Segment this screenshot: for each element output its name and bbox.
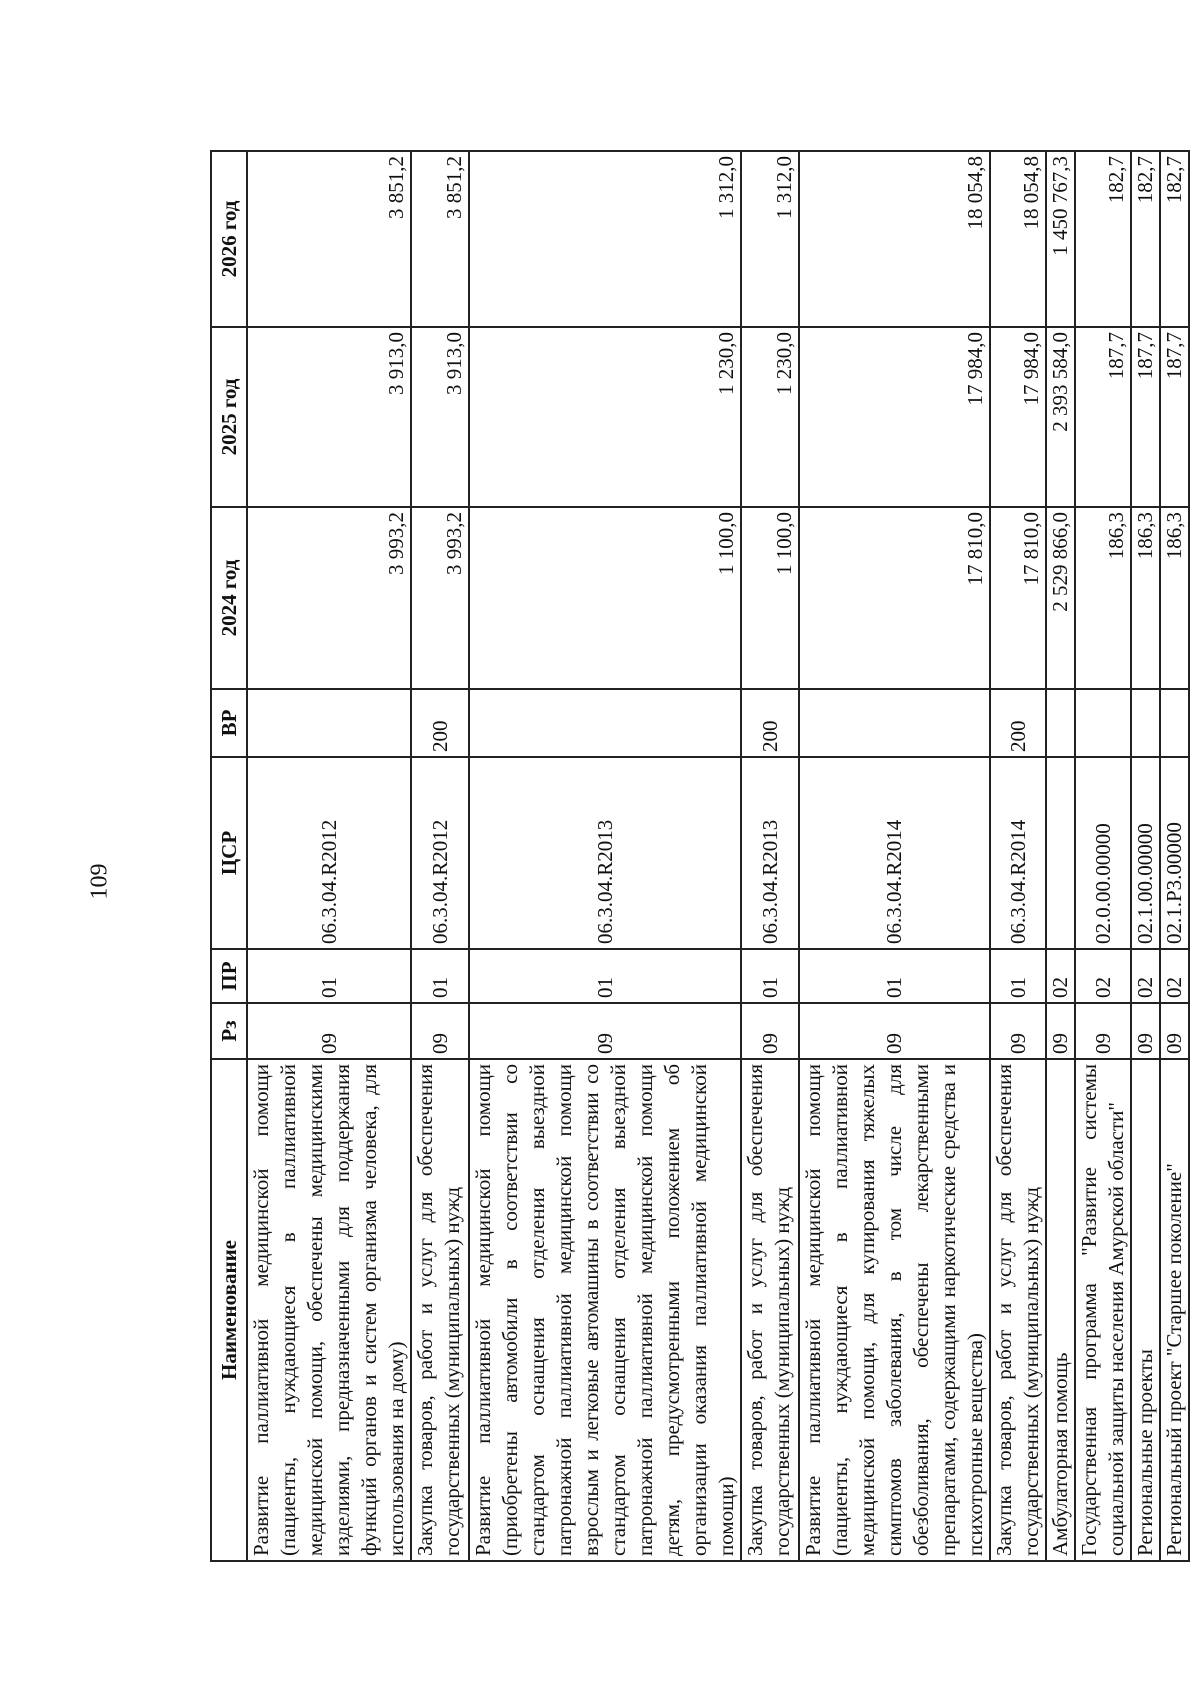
cell-rz: 09 [469, 1003, 741, 1059]
cell-pr: 01 [411, 949, 469, 1003]
col-header-vr: ВР [211, 689, 247, 757]
cell-2025: 187,7 [1131, 327, 1160, 507]
col-header-2026: 2026 год [211, 151, 247, 327]
cell-2024: 17 810,0 [799, 507, 990, 689]
cell-2024: 186,3 [1160, 507, 1189, 689]
cell-pr: 01 [990, 949, 1046, 1003]
cell-vr [1046, 689, 1075, 757]
table-header-row [211, 151, 247, 1561]
budget-table [210, 150, 1190, 1562]
cell-csr: 06.3.04.R2012 [247, 757, 411, 949]
cell-2024: 17 810,0 [990, 507, 1046, 689]
cell-rz: 09 [411, 1003, 469, 1059]
cell-pr: 02 [1131, 949, 1160, 1003]
cell-csr: 02.1.00.00000 [1131, 757, 1160, 949]
table-row [799, 151, 990, 1561]
cell-2026: 182,7 [1131, 151, 1160, 327]
cell-2024: 2 529 866,0 [1046, 507, 1075, 689]
table-row [1160, 151, 1189, 1561]
cell-vr [799, 689, 990, 757]
table-row [247, 151, 411, 1561]
cell-name: Региональные проекты [1131, 1059, 1160, 1561]
cell-vr [1075, 689, 1131, 757]
cell-2024: 186,3 [1075, 507, 1131, 689]
budget-table-wrapper [210, 152, 1186, 1562]
cell-rz: 09 [741, 1003, 799, 1059]
cell-2024: 3 993,2 [247, 507, 411, 689]
cell-2026: 3 851,2 [247, 151, 411, 327]
table-row [469, 151, 741, 1561]
cell-pr: 02 [1160, 949, 1189, 1003]
cell-2024: 1 100,0 [469, 507, 741, 689]
cell-2025: 187,7 [1075, 327, 1131, 507]
cell-vr [469, 689, 741, 757]
cell-2025: 3 913,0 [247, 327, 411, 507]
cell-2025: 2 393 584,0 [1046, 327, 1075, 507]
cell-rz: 09 [990, 1003, 1046, 1059]
cell-2026: 1 312,0 [469, 151, 741, 327]
cell-csr: 02.0.00.00000 [1075, 757, 1131, 949]
cell-rz: 09 [1046, 1003, 1075, 1059]
cell-2025: 1 230,0 [741, 327, 799, 507]
cell-name: Закупка товаров, работ и услуг для обеспечения государственных (муниципальных) нужд [411, 1059, 469, 1561]
cell-pr: 01 [799, 949, 990, 1003]
table-row [411, 151, 469, 1561]
cell-2026: 182,7 [1160, 151, 1189, 327]
table-row [741, 151, 799, 1561]
cell-2026: 18 054,8 [990, 151, 1046, 327]
cell-2026: 1 312,0 [741, 151, 799, 327]
col-header-name: Наименование [211, 1059, 247, 1561]
table-row [1075, 151, 1131, 1561]
cell-2025: 17 984,0 [990, 327, 1046, 507]
cell-name: Закупка товаров, работ и услуг для обеспечения государственных (муниципальных) нужд [990, 1059, 1046, 1561]
cell-name: Развитие паллиативной медицинской помощи (пациенты, нуждающиеся в паллиативной медицинской помощи, обеспечены медицинскими изделиями, предназначенными для поддержания функций органов и систем организма человека, для использования на дому) [247, 1059, 411, 1561]
cell-rz: 09 [1131, 1003, 1160, 1059]
cell-2026: 3 851,2 [411, 151, 469, 327]
cell-2026: 182,7 [1075, 151, 1131, 327]
cell-pr: 02 [1046, 949, 1075, 1003]
cell-name: Развитие паллиативной медицинской помощи (приобретены автомобили в соответствии со стандартом оснащения отделения выездной патронажной паллиативной медицинской помощи взрослым и легковые автомашины в соответствии со стандартом оснащения отделения выездной патронажной паллиативной медицинской помощи детям, предусмотренными положением об организации оказания паллиативной медицинской помощи) [469, 1059, 741, 1561]
col-header-pr: ПР [211, 949, 247, 1003]
cell-vr [1160, 689, 1189, 757]
cell-name: Региональный проект "Старшее поколение" [1160, 1059, 1189, 1561]
cell-name: Государственная программа "Развитие системы социальной защиты населения Амурской области" [1075, 1059, 1131, 1561]
cell-rz: 09 [1075, 1003, 1131, 1059]
cell-vr: 200 [990, 689, 1046, 757]
table-row [1131, 151, 1160, 1561]
cell-csr: 02.1.P3.00000 [1160, 757, 1189, 949]
cell-vr [1131, 689, 1160, 757]
cell-csr: 06.3.04.R2013 [741, 757, 799, 949]
cell-csr [1046, 757, 1075, 949]
cell-2024: 1 100,0 [741, 507, 799, 689]
cell-2025: 17 984,0 [799, 327, 990, 507]
cell-rz: 09 [799, 1003, 990, 1059]
cell-name: Закупка товаров, работ и услуг для обеспечения государственных (муниципальных) нужд [741, 1059, 799, 1561]
cell-rz: 09 [247, 1003, 411, 1059]
cell-vr: 200 [741, 689, 799, 757]
cell-name: Амбулаторная помощь [1046, 1059, 1075, 1561]
cell-rz: 09 [1160, 1003, 1189, 1059]
cell-csr: 06.3.04.R2013 [469, 757, 741, 949]
col-header-2024: 2024 год [211, 507, 247, 689]
cell-pr: 02 [1075, 949, 1131, 1003]
cell-name: Развитие паллиативной медицинской помощи (пациенты, нуждающиеся в паллиативной медицинской помощи, для купирования тяжелых симптомов заболевания, в том числе для обезболивания, обеспечены лекарственными препаратами, содержащими наркотические средства и психотропные вещества) [799, 1059, 990, 1561]
page-number: 109 [86, 863, 113, 900]
cell-vr [247, 689, 411, 757]
cell-vr: 200 [411, 689, 469, 757]
col-header-2025: 2025 год [211, 327, 247, 507]
cell-2025: 1 230,0 [469, 327, 741, 507]
cell-2026: 1 450 767,3 [1046, 151, 1075, 327]
cell-pr: 01 [469, 949, 741, 1003]
cell-2024: 3 993,2 [411, 507, 469, 689]
table-row [1046, 151, 1075, 1561]
cell-2025: 187,7 [1160, 327, 1189, 507]
cell-pr: 01 [247, 949, 411, 1003]
cell-csr: 06.3.04.R2014 [799, 757, 990, 949]
cell-2025: 3 913,0 [411, 327, 469, 507]
cell-csr: 06.3.04.R2012 [411, 757, 469, 949]
cell-csr: 06.3.04.R2014 [990, 757, 1046, 949]
table-row [990, 151, 1046, 1561]
col-header-csr: ЦСР [211, 757, 247, 949]
col-header-rz: Рз [211, 1003, 247, 1059]
cell-2026: 18 054,8 [799, 151, 990, 327]
cell-2024: 186,3 [1131, 507, 1160, 689]
cell-pr: 01 [741, 949, 799, 1003]
